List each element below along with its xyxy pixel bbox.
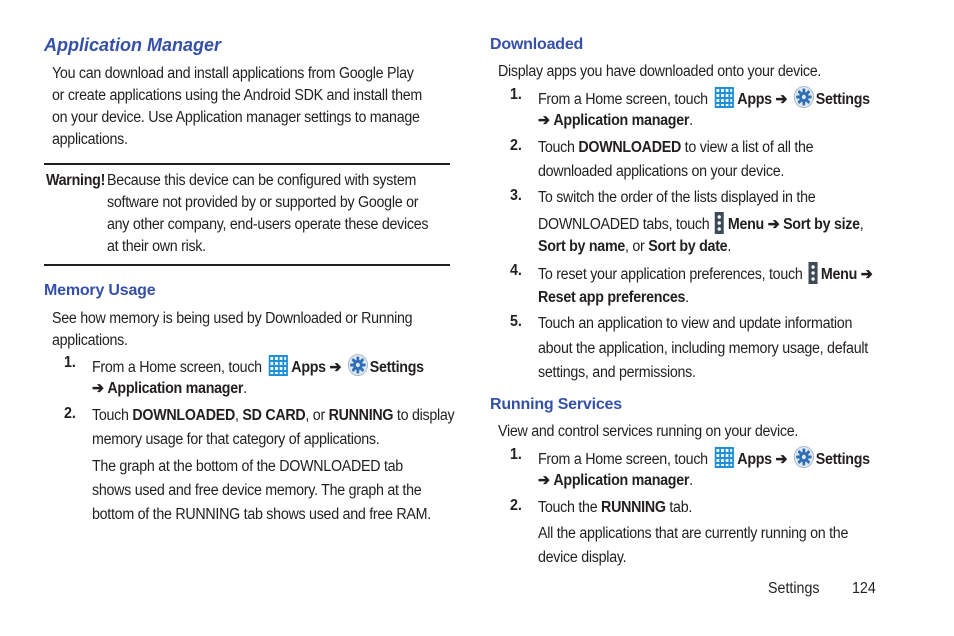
downloaded-intro: Display apps you have downloaded onto your device.: [498, 63, 822, 80]
downloaded-heading: Downloaded: [490, 36, 584, 53]
menu-icon: [715, 212, 724, 234]
touch-text: Touch: [538, 139, 575, 156]
period: .: [727, 238, 732, 255]
step-rest: to view a list of all the: [684, 139, 814, 156]
step-line-2: about the application, including memory usage, default: [538, 340, 868, 357]
step-line: [92, 354, 424, 379]
warning-line-4: at their own risk.: [107, 238, 206, 255]
intro-line-4: applications.: [52, 131, 128, 148]
arrow: ➔: [775, 451, 788, 468]
step-line: [538, 446, 870, 471]
apps-label: Apps: [737, 91, 772, 108]
step-number: 2.: [510, 497, 522, 514]
graph-line-3: bottom of the RUNNING tab shows used and free RAM.: [92, 506, 431, 523]
step-line: [538, 137, 813, 159]
memory-intro-line-1: See how memory is being used by Downloaded or Running: [52, 310, 413, 327]
step-line: [538, 497, 692, 519]
step-line-2: [92, 378, 247, 400]
menu-label: Menu: [820, 266, 858, 283]
warning-line-3: any other company, end-users operate these devices: [107, 216, 429, 233]
step-line: [538, 262, 872, 286]
intro-line-2: or create applications using the Android SDK and install them: [52, 87, 422, 104]
period: .: [689, 112, 693, 129]
arrow: ➔: [92, 380, 104, 397]
or-comma: , or: [305, 407, 325, 424]
warning-top-rule: [44, 163, 450, 165]
app-manager-label: Application manager: [553, 472, 690, 489]
step-number: 1.: [510, 86, 522, 103]
period: .: [685, 289, 689, 306]
warning-line-2: software not provided by or supported by Google or: [107, 194, 419, 211]
step-rest: tab.: [669, 499, 693, 516]
arrow: ➔: [538, 472, 550, 489]
graph-line-1: The graph at the bottom of the DOWNLOADED tab: [92, 458, 403, 475]
section-title: Application Manager: [44, 35, 222, 55]
reset-app-preferences-label: Reset app preferences: [538, 289, 686, 306]
step-text: From a Home screen, touch: [538, 451, 708, 468]
arrow: ➔: [860, 266, 873, 283]
intro-line-1: You can download and install applications from Google Play: [52, 65, 414, 82]
apps-label: Apps: [291, 359, 326, 376]
step-line-3: [538, 236, 731, 258]
warning-label: Warning!: [46, 172, 106, 189]
touch-text: Touch: [92, 407, 129, 424]
arrow: ➔: [538, 112, 550, 129]
step-line: Touch an application to view and update information: [538, 315, 853, 332]
warning-bottom-rule: [44, 264, 450, 266]
arrow: ➔: [775, 91, 788, 108]
app-manager-label: Application manager: [553, 112, 690, 129]
memory-usage-heading: Memory Usage: [44, 282, 156, 299]
apps-label: Apps: [737, 451, 772, 468]
step-line-3: settings, and permissions.: [538, 364, 696, 381]
step-number: 5.: [510, 313, 522, 330]
step-number: 1.: [510, 446, 522, 463]
step-number: 3.: [510, 187, 522, 204]
downloaded-label: DOWNLOADED: [132, 407, 235, 424]
step-number: 1.: [64, 354, 76, 371]
step-text: From a Home screen, touch: [538, 91, 708, 108]
step-line-2: [538, 470, 693, 492]
step-note-line-2: device display.: [538, 549, 627, 566]
arrow: ➔: [329, 359, 342, 376]
graph-line-2: shows used and free device memory. The graph at the: [92, 482, 422, 499]
menu-label: Menu: [727, 216, 765, 233]
running-label: RUNNING: [328, 407, 394, 424]
app-manager-label: Application manager: [107, 380, 244, 397]
sort-by-date-label: Sort by date: [648, 238, 728, 255]
apps-icon: [268, 355, 287, 376]
settings-label: Settings: [815, 451, 870, 468]
downloaded-label: DOWNLOADED: [578, 139, 681, 156]
settings-gear-icon: [794, 446, 814, 468]
comma: ,: [234, 407, 239, 424]
menu-icon: [808, 262, 817, 284]
running-intro: View and control services running on your device.: [498, 423, 799, 440]
arrow: ➔: [767, 216, 780, 233]
period: .: [243, 380, 247, 397]
footer-section-name: Settings: [768, 580, 820, 597]
sd-card-label: SD CARD: [242, 407, 306, 424]
step-line-2: downloaded applications on your device.: [538, 163, 785, 180]
warning-line-1: Because this device can be configured with system: [107, 172, 417, 189]
apps-icon: [714, 447, 733, 468]
settings-gear-icon: [348, 354, 368, 376]
step-note-line-1: All the applications that are currently running on the: [538, 525, 849, 542]
settings-label: Settings: [369, 359, 424, 376]
settings-gear-icon: [794, 86, 814, 108]
page-number: 124: [852, 580, 876, 597]
step-number: 2.: [510, 137, 522, 154]
sort-by-name-label: Sort by name: [538, 238, 626, 255]
apps-icon: [714, 87, 733, 108]
touch-text: Touch the: [538, 499, 598, 516]
step-line-2: [538, 212, 863, 236]
comma: ,: [859, 216, 864, 233]
memory-intro-line-2: applications.: [52, 332, 128, 349]
period: .: [689, 472, 693, 489]
step-text: From a Home screen, touch: [92, 359, 262, 376]
sort-by-size-label: Sort by size: [783, 216, 860, 233]
step-text: DOWNLOADED tabs, touch: [538, 216, 710, 233]
step-number: 4.: [510, 262, 522, 279]
step-line: [92, 405, 454, 427]
step-line: [538, 86, 870, 111]
step-text: To reset your application preferences, touch: [538, 266, 803, 283]
step-line: To switch the order of the lists displayed in the: [538, 189, 816, 206]
step-rest: to display: [396, 407, 455, 424]
intro-line-3: on your device. Use Application manager settings to manage: [52, 109, 420, 126]
or-comma: , or: [625, 238, 645, 255]
step-line-2: memory usage for that category of applications.: [92, 431, 380, 448]
settings-label: Settings: [815, 91, 870, 108]
running-label: RUNNING: [601, 499, 666, 516]
step-number: 2.: [64, 405, 76, 422]
step-line-2: [538, 287, 689, 309]
step-line-2: [538, 110, 693, 132]
running-services-heading: Running Services: [490, 396, 622, 413]
